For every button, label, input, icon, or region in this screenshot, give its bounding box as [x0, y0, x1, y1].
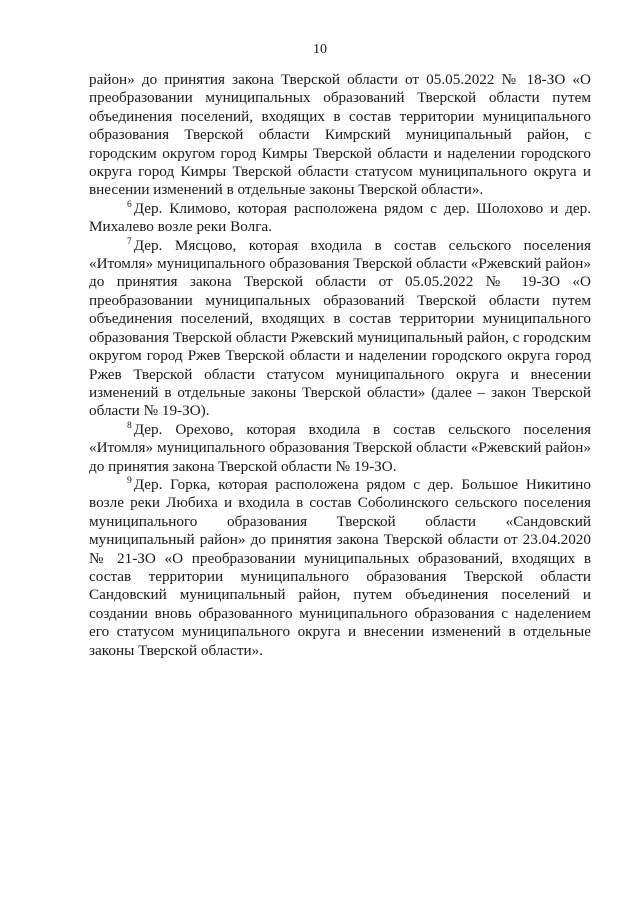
footnote-continuation [89, 71, 591, 200]
footnote-text: Дер. Горка, которая расположена рядом с дер. Большое Никитино возле реки Любиха и входила в состав Соболинского сельского поселения муниципального образования Тверской области «Сандовский муниципальный район» до принятия закона Тверской области от 23.04.2020 № 21-ЗО «О преобразовании муниципальных образований, входящих в состав территории муниципального образования Тверской области Сандовский муниципальный район, путем объединения поселений и создании вновь образованного муниципального образования с наделением его статусом муниципального округа и внесении изменений в отдельные законы Тверской области». [89, 475, 591, 659]
footnote-7 [89, 237, 591, 421]
footnote-text: район» до принятия закона Тверской области от 05.05.2022 № 18-ЗО «О преобразовании муниципальных образований Тверской области путем объединения поселений, входящих в состав территории муниципального образования Тверской области Кимрский муниципальный район, с городским округом город Кимры Тверской области и наделении городского округа город Кимры Тверской области статусом муниципального округа и внесении изменений в отдельные законы Тверской области». [89, 71, 591, 199]
footnote-marker: 7 [127, 236, 132, 247]
footnote-text: Дер. Мясцово, которая входила в состав сельского поселения «Итомля» муниципального образования Тверской области «Ржевский район» до принятия закона Тверской области от 05.05.2022 № 19-ЗО «О преобразовании муниципальных образований Тверской области путем объединения поселений, входящих в состав территории муниципального образования Тверской области Ржевский муниципальный район, с городским округом город Ржев Тверской области и наделении городского округа город Ржев Тверской области статусом муниципального округа и внесении изменений в отдельные законы Тверской области» (далее – закон Тверской области № 19-ЗО). [89, 236, 591, 420]
footnote-marker: 6 [127, 199, 132, 210]
footnote-marker: 8 [127, 420, 132, 431]
footnote-marker: 9 [127, 475, 132, 486]
footnotes-body [89, 71, 591, 660]
footnote-text: Дер. Климово, которая расположена рядом с дер. Шолохово и дер. Михалево возле реки Волга. [89, 199, 591, 236]
footnote-9 [89, 476, 591, 660]
footnote-6 [89, 200, 591, 237]
page-number: 10 [313, 42, 327, 57]
footnote-text: Дер. Орехово, которая входила в состав сельского поселения «Итомля» муниципального образования Тверской области «Ржевский район» до принятия закона Тверской области № 19-ЗО. [89, 420, 591, 475]
footnote-8 [89, 421, 591, 476]
